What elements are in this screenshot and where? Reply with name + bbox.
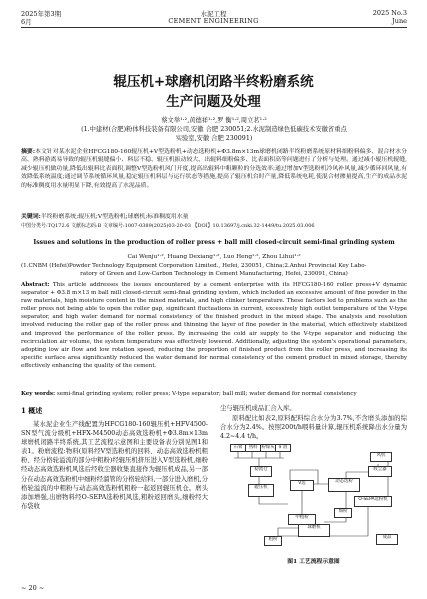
month-label-en: June: [392, 17, 407, 25]
keywords-cn-label: 关键词:: [21, 213, 41, 220]
authors-en: Cai Wenju¹·², Huang Dexiang¹·², Luo Heng¹·², Zhou Lihui¹·²: [127, 254, 301, 260]
abstract-en: [21, 281, 407, 370]
osepa-separator: O-SEPA选粉机: [354, 496, 392, 507]
slag-feed: 矿渣: [275, 444, 291, 452]
system-fan: 风机: [370, 452, 392, 462]
dynamic-separator: 动态选粉: [328, 478, 360, 492]
abstract-cn: [21, 148, 407, 190]
keywords-en: [21, 390, 407, 398]
page-number: ~ 20 ~: [21, 584, 45, 592]
issue-label: 2025年第3期: [21, 10, 62, 18]
abstract-en-text: This article addresses the issues encountered by a cement enterprise with its HFCG180-160 roller press+V dynamic separator + Φ3.8 m×13 m ball mill closed-circuit semi-final grinding system, which included an excessive amount of fine powder in the raw materials, high moisture content in the mixed materials, and high clinker temperature. These factors led to problems such as the roller press not being able to open the roller gap, significant fluctuations in current, excessively high outlet temperature of the V-type separator, and high water demand for normal consistency of the finished product in the mixed stage. The analysis and resolution involved reducing the roller gap of the roller press and thinning the layer of fine powder in the material, which effectively stabilized and improved the performance of the roller press. By increasing the cold air supply to the V-type separator and reducing the recirculation air volume, the system temperature was effectively lowered. Additionally, adjusting the system's operational parameters, adopting low air flow and low rotation speed, reducing the proportion of finished product from the roller press, and increasing its specific surface area significantly reduced the water demand for normal consistency of the cement product in mixed storage, thereby effectively enhancing the quality of the cement.: [21, 282, 407, 369]
mid-coarse-powder: 中粗粉: [288, 514, 316, 525]
issue-label-en: 2025 No.3: [372, 9, 407, 17]
journal-name-en: CEMENT ENGINEERING: [168, 17, 259, 25]
affiliation-en-line1: (1.CNBM (Hefei)Powder Technology Equipment Corporation Limited., Hefei, 230051, China;2.Anhui Provincial Key Labo-: [21, 263, 367, 269]
paper-title-en: Issues and solutions in the production of roller press + ball mill closed-circuit semi-final grinding system: [33, 239, 395, 246]
process-flow-diagram: [228, 444, 400, 550]
authors-cn: 蔡文举¹·²,黄德祥¹·²,罗 衡¹·²,周立茗¹·²: [161, 117, 267, 124]
abstract-cn-label: 摘要:: [21, 148, 36, 155]
classification-line: 中图分类号:TQ172.6 文献标志码:B 文章编号:1007-0389(2025)03-20-03 【DOI】10.13697/j.cnki.32-1449/tu.2025.03.006: [21, 223, 315, 229]
keywords-en-text: semi-final grinding system; roller press; V-type separator; ball mill; water demand for normal consistency: [56, 391, 357, 397]
figure-1-caption: 图1 工艺流程示意图: [287, 559, 340, 565]
dust-collector: 收尘器: [368, 466, 392, 477]
section-1-heading: 1 概述: [21, 406, 43, 415]
abstract-cn-text: 本文针对某水泥企业HFCG180-160辊压机+V型选粉机+动态选粉机+Φ3.8m×13m球磨机闭路半终粉磨系统原材料细粉料偏多、混合材水分高、熟料游离易导致的辊压机辊缝偏小、料层不稳、辊压机振动较大、出辊料细粉偏多、比表面积高等问题进行了分析与处理。通过减小辊压机辊缝,减少辊压机做功量,降低出辊料比表面积,调整V型选粉机风门开度,提高出辊料中粗颗粒的分选效率;通过增加V型选粉机冷风补风量,减少循环回风量,有效降低系统温度;通过调节系统循环风量,稳定辊压机料层与运行状态等措施,提高了辊压机台时产量,降低系统电耗,使混合材掺量提高,生产的成品水泥的标准稠度用水量明显下降,有效提高了水泥品质。: [21, 149, 407, 189]
abstract-en-label: Abstract:: [21, 282, 50, 288]
ball-mill: 球磨机: [298, 524, 330, 537]
paper-title-line1: 辊压机+球磨机闭路半终粉磨系统: [113, 74, 314, 90]
month-label: 6月: [21, 18, 32, 26]
keywords-cn: [21, 213, 407, 221]
product-silo: 成品: [376, 534, 398, 545]
right-column-text-1: 尘与辊压机成品汇合入库。: [220, 405, 296, 412]
keywords-cn-text: 半终粉磨系统;辊压机;V型选粉机;球磨机;标准稠度用水量: [40, 214, 189, 220]
right-column-text-2: 原料配比如表2,原料配料综合水分为3.7%,不含磨头添加的综合水分为2.4%。按照200t/h喂料量计算,辊压机系统降出水分量为4.2~4.4 t/h。: [220, 415, 407, 441]
flyash-feed: 粉煤灰: [261, 445, 275, 450]
fine-powder: 细粉: [334, 508, 352, 518]
paper-title-line2: 生产问题及处理: [166, 94, 261, 110]
affiliation-cn-line1: (1.中建材(合肥)粉体科技装备有限公司,安徽 合肥 230051;2.水泥制造绿色低碳技术安徽省重点: [81, 126, 347, 133]
affiliation-cn-line2: 实验室,安徽 合肥 230091): [175, 135, 253, 142]
coarse-return: 粗粉: [264, 536, 282, 546]
roller-press: 辊压机: [248, 484, 274, 497]
buffer-bin: 稳流仓: [250, 466, 272, 477]
header-rule: [21, 27, 407, 28]
left-column-text: 某水泥企业生产线配置为HFCG180-160辊压机+HFV4500-SN型气流分级机+HFX-M4500动态高效选粉机+Φ3.8m×13m球磨机闭路半终系统,其工艺流程示意图和主要设备表分别见图1和表1。粉磨流程:物料(原料经V型选粉机的回料、动态高效选粉机粗粉、经分格轮溢流的部分中粗粉)经辊压机挤压进入V型选粉机,细粉经动态高效选粉机风选后经收尘器收集直接作为辊压机成品,另一部分在动态高效选粉机中细粉经溜管的分格轮给料,一部分进入磨机,分格轮溢流的中粗粉与动态高效选粉机粗粉一起返回辊压机仓。磨头添加增强,出磨物料经O-SEPA选粉机风选,粗粉返回磨头,细粉经大布袋收: [21, 421, 208, 510]
journal-name-cn: 水泥工程: [200, 10, 227, 18]
gypsum-feed: 石膏: [230, 444, 246, 452]
v-separator: V选: [290, 480, 314, 491]
keywords-en-label: Key words:: [21, 391, 56, 397]
clinker-feed: 熟料: [245, 444, 261, 452]
affiliation-en-line2: ratory of Green and Low-Carbon Technology in Cement Manufacturing, Hefei, 230091, China): [80, 271, 348, 277]
